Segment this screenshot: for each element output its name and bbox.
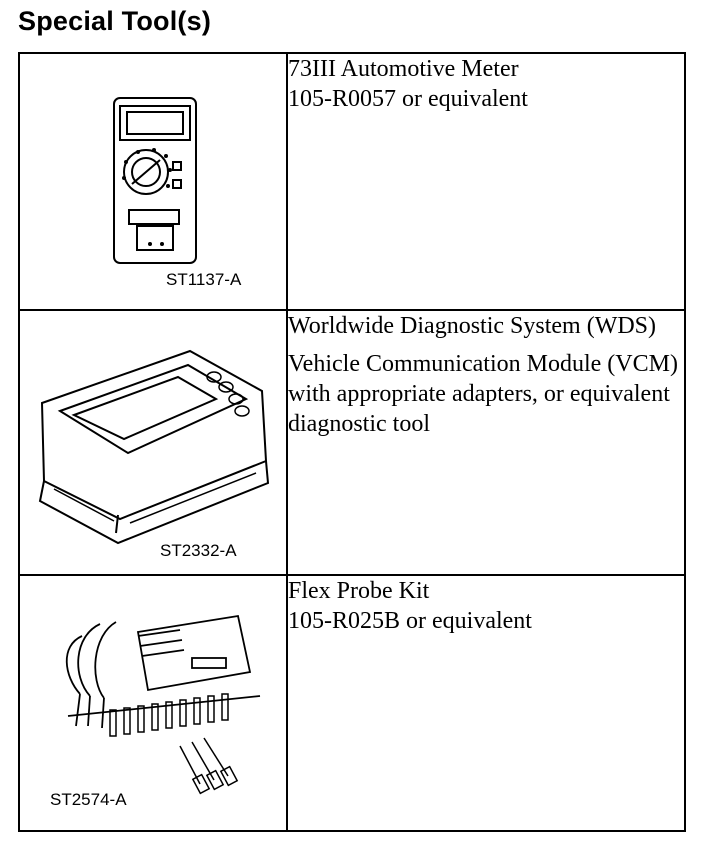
tool-image-cell	[19, 575, 287, 831]
tool-part-number: 105-R025B or equivalent	[288, 608, 532, 634]
tool-description	[287, 575, 685, 831]
tool-part-number: 105-R0057 or equivalent	[288, 86, 528, 112]
tool-name: Flex Probe Kit	[288, 578, 430, 604]
tool-code: ST1137-A	[166, 270, 242, 289]
tool-name-secondary: Vehicle Communication Module (VCM) with appropriate adapters, or equivalent diagnostic tool	[288, 351, 678, 437]
tool-description	[287, 310, 685, 575]
tool-name: 73III Automotive Meter	[288, 56, 519, 82]
tool-description	[287, 53, 685, 310]
tool-row	[19, 575, 685, 831]
page-title: Special Tool(s)	[18, 6, 212, 36]
automotive-meter-illustration	[20, 54, 286, 311]
special-tools-table	[18, 52, 686, 832]
tool-code: ST2574-A	[50, 790, 127, 809]
tool-code: ST2332-A	[160, 541, 237, 560]
tool-row	[19, 310, 685, 575]
tool-image-cell	[19, 310, 287, 575]
tool-name: Worldwide Diagnostic System (WDS)	[288, 313, 657, 339]
tool-row	[19, 53, 685, 310]
diagnostic-system-illustration	[20, 311, 286, 576]
tool-image-cell	[19, 53, 287, 310]
